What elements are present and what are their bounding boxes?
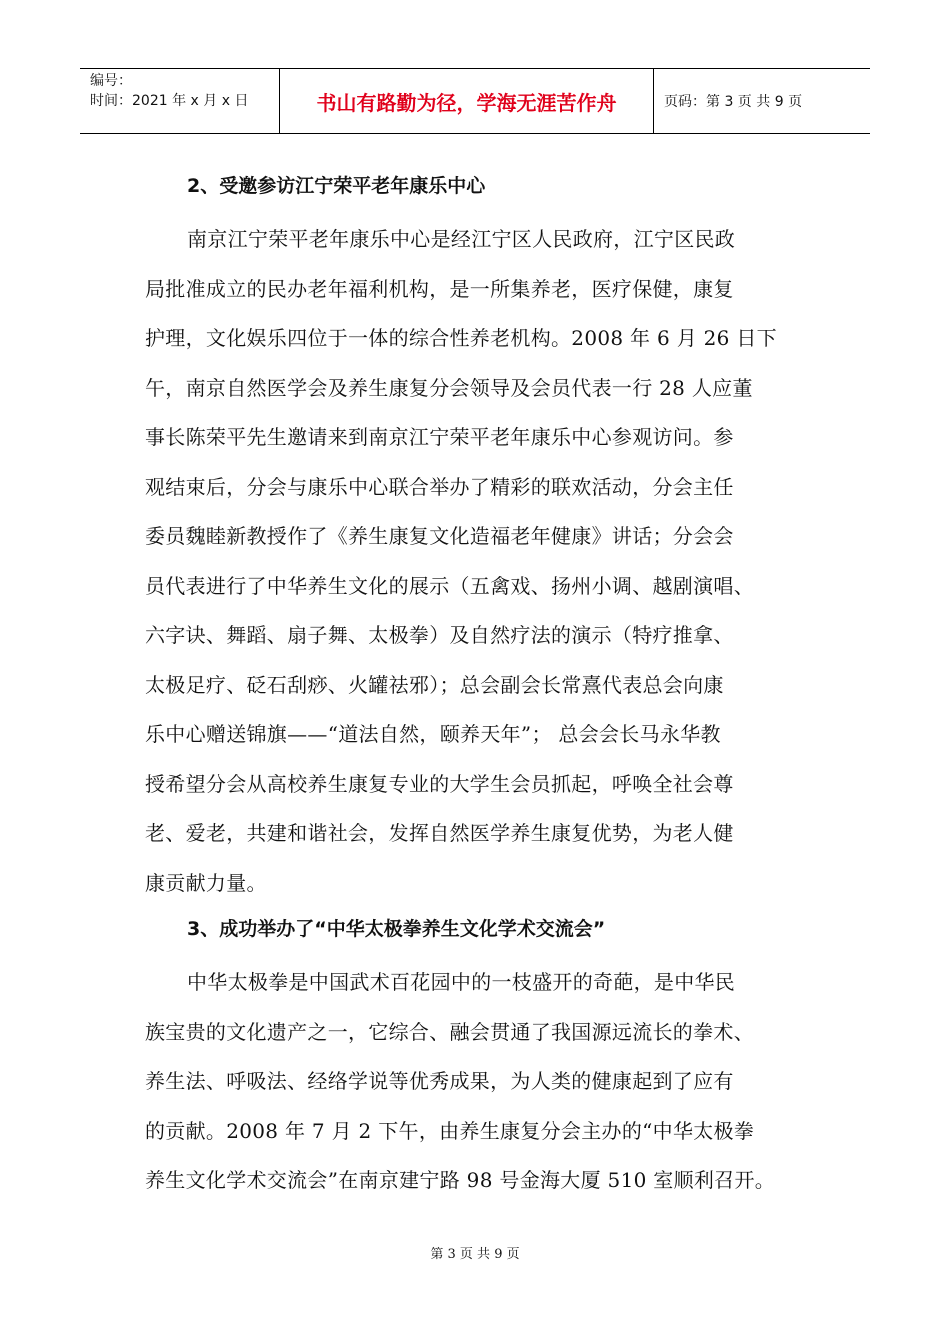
paragraph-line: 康贡献力量。 — [145, 870, 267, 895]
paragraph-line: 养生文化学术交流会”在南京建宁路 98 号金海大厦 510 室顺利召开。 — [145, 1168, 776, 1192]
paragraph-line: 南京江宁荣平老年康乐中心是经江宁区人民政府，江宁区民政 — [187, 227, 736, 251]
header-motto: 书山有路勤为径，学海无涯苦作舟 — [280, 69, 654, 133]
paragraph-line: 员代表进行了中华养生文化的展示（五禽戏、扬州小调、越剧演唱、 — [145, 573, 754, 598]
paragraph-line: 委员魏睦新教授作了《养生康复文化造福老年健康》讲话；分会会 — [145, 524, 734, 548]
paragraph-line: 事长陈荣平先生邀请来到南京江宁荣平老年康乐中心参观访问。参 — [145, 425, 734, 449]
paragraph-line: 六字诀、舞蹈、扇子舞、太极拳）及自然疗法的演示（特疗推拿、 — [145, 623, 734, 647]
paragraph-line: 观结束后，分会与康乐中心联合举办了精彩的联欢活动，分会主任 — [145, 474, 734, 499]
document-body — [145, 165, 810, 1206]
paragraph-line: 养生法、呼吸法、经络学说等优秀成果，为人类的健康起到了应有 — [145, 1069, 734, 1093]
section-heading: 3、成功举办了“中华太极拳养生文化学术交流会” — [187, 918, 606, 940]
paragraph-line: 族宝贵的文化遗产之一，它综合、融会贯通了我国源远流长的拳术、 — [145, 1019, 754, 1044]
document-date-label: 时间：2021 年 x 月 x 日 — [90, 93, 249, 109]
section-paragraph — [145, 215, 810, 908]
page-header — [80, 68, 870, 134]
document-number-label: 编号： — [90, 73, 132, 89]
header-page-info: 页码：第 3 页 共 9 页 — [664, 94, 803, 110]
paragraph-line: 乐中心赠送锦旗——“道法自然，颐养天年”； 总会会长马永华教 — [145, 722, 721, 746]
paragraph-line: 护理，文化娱乐四位于一体的综合性养老机构。2008 年 6 月 26 日下 — [145, 326, 777, 350]
page-footer: 第 3 页 共 9 页 — [430, 1247, 520, 1262]
paragraph-line: 的贡献。2008 年 7 月 2 下午，由养生康复分会主办的“中华太极拳 — [145, 1118, 755, 1143]
paragraph-line: 太极足疗、砭石刮痧、火罐祛邪）；总会副会长常熹代表总会向康 — [145, 672, 724, 697]
section-heading: 2、受邀参访江宁荣平老年康乐中心 — [187, 175, 486, 197]
header-meta — [80, 69, 280, 133]
section-paragraph — [145, 958, 810, 1206]
paragraph-line: 局批准成立的民办老年福利机构，是一所集养老，医疗保健，康复 — [145, 276, 734, 301]
paragraph-line: 授希望分会从高校养生康复专业的大学生会员抓起，呼唤全社会尊 — [145, 771, 734, 796]
paragraph-line: 老、爱老，共建和谐社会，发挥自然医学养生康复优势，为老人健 — [145, 821, 734, 845]
paragraph-line: 午，南京自然医学会及养生康复分会领导及会员代表一行 28 人应董 — [145, 375, 753, 400]
paragraph-line: 中华太极拳是中国武术百花园中的一枝盛开的奇葩，是中华民 — [187, 970, 736, 994]
